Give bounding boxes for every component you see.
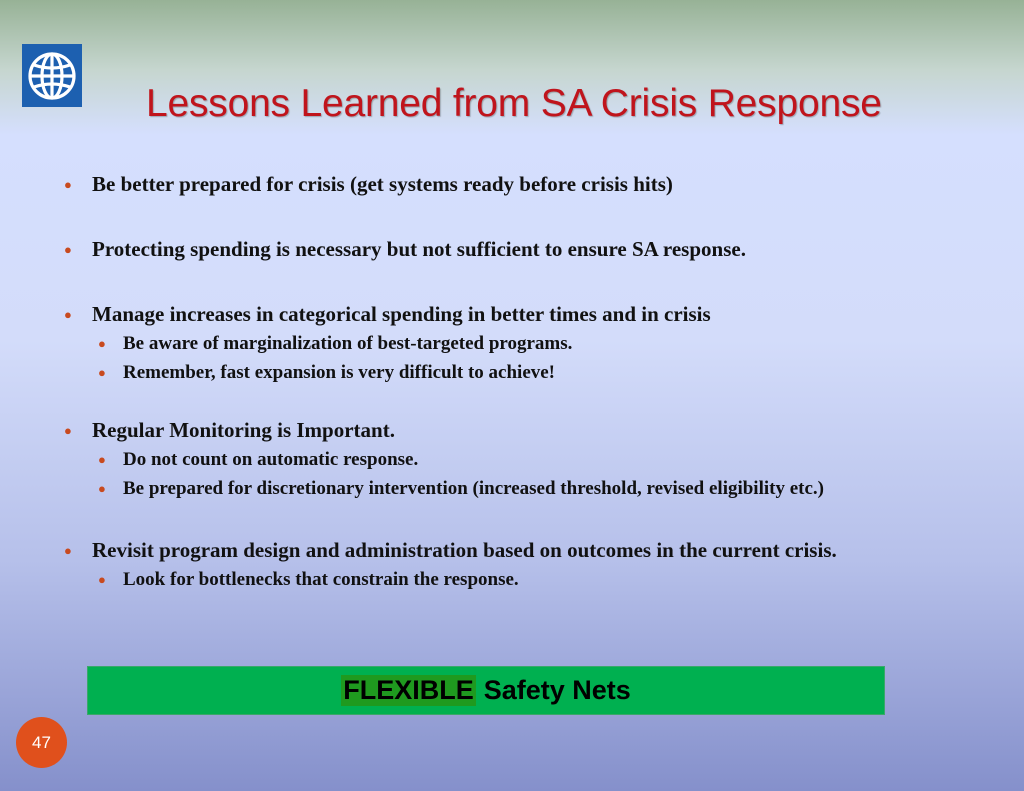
bullet-item	[60, 418, 960, 443]
bullet-dot-icon: ●	[98, 481, 106, 496]
sub-bullet-text: Do not count on automatic response.	[123, 449, 419, 470]
bullet-dot-icon: ●	[64, 177, 72, 192]
bullet-dot-icon: ●	[98, 336, 106, 351]
bullet-item	[60, 237, 960, 262]
bullet-text: Protecting spending is necessary but not sufficient to ensure SA response.	[92, 237, 746, 261]
sub-bullet-item	[60, 477, 960, 501]
bullet-dot-icon: ●	[98, 572, 106, 587]
page-number-badge: 47	[16, 717, 67, 768]
flexible-safety-nets-banner	[87, 666, 885, 715]
bullet-dot-icon: ●	[64, 543, 72, 558]
sub-bullet-text: Be prepared for discretionary intervention (increased threshold, revised eligibility etc.)	[123, 478, 824, 499]
sub-bullet-item	[60, 568, 960, 592]
bullet-dot-icon: ●	[64, 242, 72, 257]
bullet-item	[60, 302, 960, 327]
banner-text: Safety Nets	[483, 675, 631, 705]
bullet-item	[60, 538, 960, 563]
globe-icon	[26, 50, 78, 102]
bullet-text: Revisit program design and administration based on outcomes in the current crisis.	[92, 538, 837, 562]
bullet-dot-icon: ●	[64, 423, 72, 438]
sub-bullet-item	[60, 361, 960, 385]
bullet-dot-icon: ●	[98, 365, 106, 380]
bullet-text: Manage increases in categorical spending in better times and in crisis	[92, 302, 711, 326]
sub-bullet-text: Look for bottlenecks that constrain the response.	[123, 569, 519, 590]
sub-bullet-item	[60, 332, 960, 356]
sub-bullet-item	[60, 448, 960, 472]
sub-bullet-text: Be aware of marginalization of best-targeted programs.	[123, 333, 573, 354]
banner-highlight: FLEXIBLE	[343, 675, 474, 705]
bullet-text: Be better prepared for crisis (get systems ready before crisis hits)	[92, 172, 673, 196]
bullet-dot-icon: ●	[98, 452, 106, 467]
bullet-item	[60, 172, 960, 197]
bullet-text: Regular Monitoring is Important.	[92, 418, 395, 442]
world-bank-logo	[22, 44, 82, 107]
sub-bullet-text: Remember, fast expansion is very difficult to achieve!	[123, 362, 556, 383]
bullet-dot-icon: ●	[64, 307, 72, 322]
slide-title: Lessons Learned from SA Crisis Response	[146, 82, 882, 125]
bullet-list	[60, 170, 960, 592]
